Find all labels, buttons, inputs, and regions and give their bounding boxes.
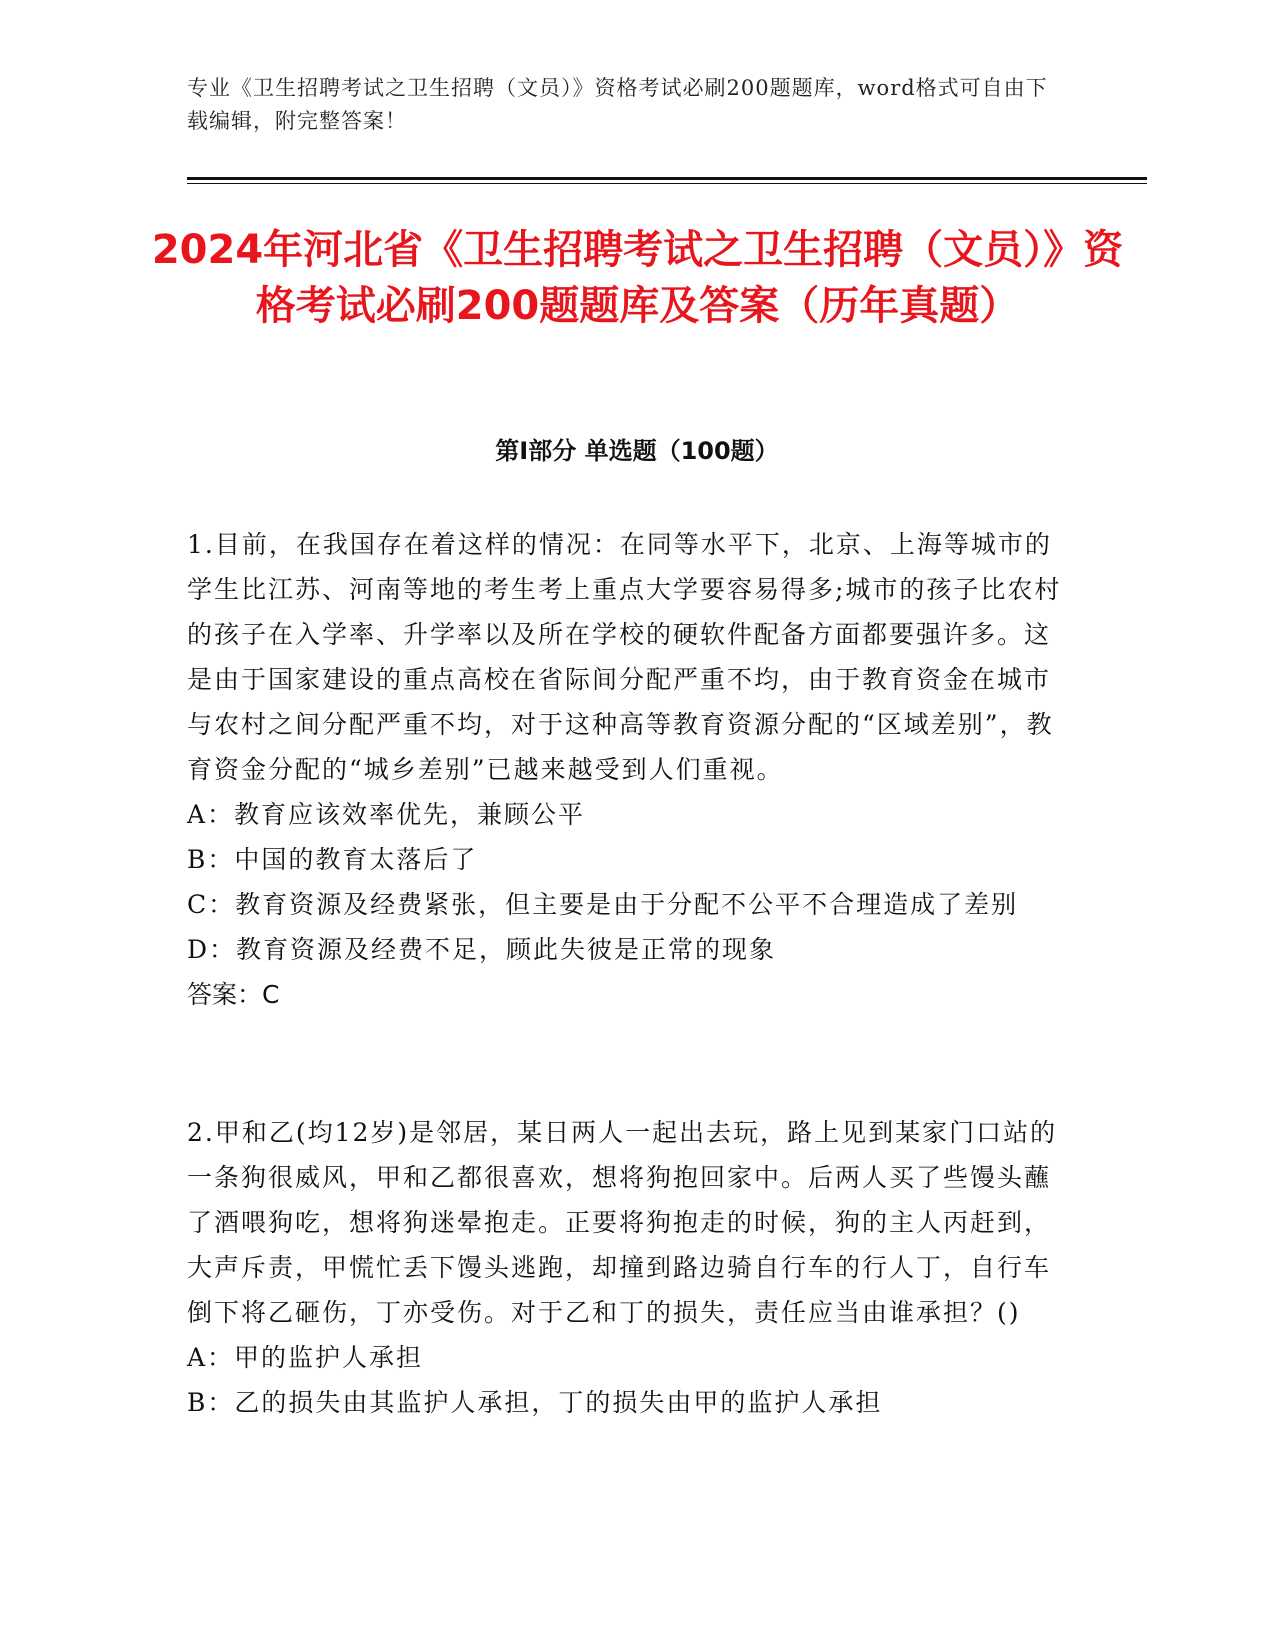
option-d: D：教育资源及经费不足，顾此失彼是正常的现象 <box>187 935 777 964</box>
answer: 答案：C <box>187 980 280 1009</box>
question-stem: 1.目前，在我国存在着这样的情况：在同等水平下，北京、上海等城市的学生比江苏、河南等地的考生考上重点大学要容易得多;城市的孩子比农村的孩子在入学率、升学率以及所在学校的硬软件配备方面都要强许多。这是由于国家建设的重点高校在省际间分配严重不均，由于教育资金在城市与农村之间分配严重不均，对于这种高等教育资源分配的“区域差别”，教育资金分配的“城乡差别”已越来越受到人们重视。 <box>187 530 1062 784</box>
question-stem: 2.甲和乙(均12岁)是邻居，某日两人一起出去玩，路上见到某家门口站的一条狗很威风，甲和乙都很喜欢，想将狗抱回家中。后两人买了些馒头蘸了酒喂狗吃，想将狗迷晕抱走。正要将狗抱走的时候，狗的主人丙赶到，大声斥责，甲慌忙丢下馒头逃跑，却撞到路边骑自行车的行人丁，自行车倒下将乙砸伤，丁亦受伤。对于乙和丁的损失，责任应当由谁承担？() <box>187 1118 1058 1327</box>
question-2 <box>187 1110 1067 1425</box>
option-a: A：教育应该效率优先，兼顾公平 <box>187 800 586 829</box>
question-1 <box>187 522 1067 1017</box>
header-rule-thick <box>187 177 1147 180</box>
section-heading: 第Ⅰ部分 单选题（100题） <box>495 437 779 465</box>
option-a: A：甲的监护人承担 <box>187 1343 424 1372</box>
header-note: 专业《卫生招聘考试之卫生招聘（文员）》资格考试必刷200题题库，word格式可自由下载编辑，附完整答案！ <box>187 76 1048 133</box>
header-rule-thin <box>187 183 1147 184</box>
option-b: B：中国的教育太落后了 <box>187 845 478 874</box>
option-c: C：教育资源及经费紧张，但主要是由于分配不公平不合理造成了差别 <box>187 890 1019 919</box>
document-title: 2024年河北省《卫生招聘考试之卫生招聘（文员）》资格考试必刷200题题库及答案（历年真题） <box>151 227 1124 329</box>
option-b: B：乙的损失由其监护人承担，丁的损失由甲的监护人承担 <box>187 1388 883 1417</box>
